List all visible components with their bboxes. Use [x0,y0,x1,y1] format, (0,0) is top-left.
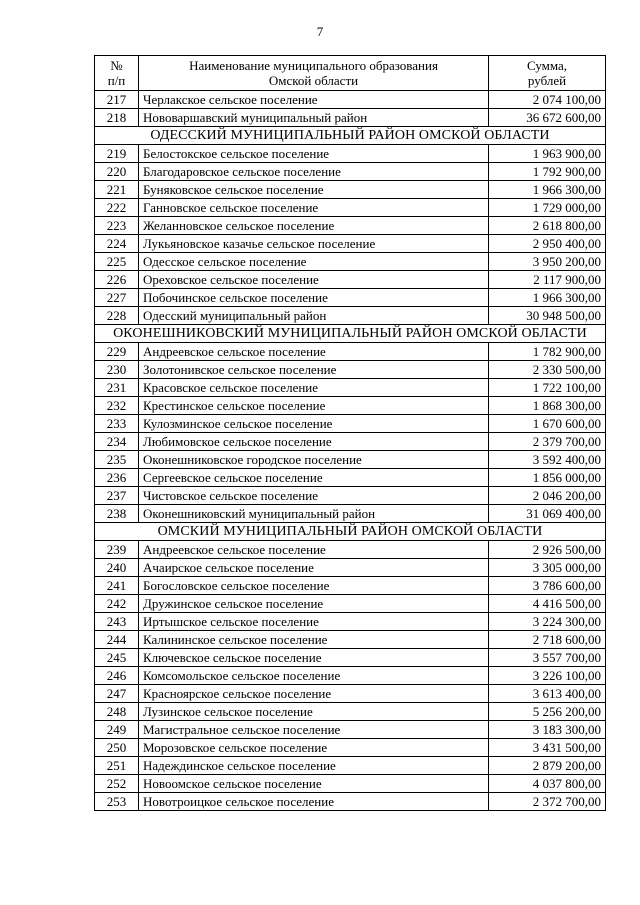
table-row [95,253,606,271]
table-row [95,757,606,775]
amount-rubles: 3 305 000,00 [489,559,606,577]
amount-rubles: 2 074 100,00 [489,91,606,109]
municipality-name: Калининское сельское поселение [139,631,489,649]
amount-rubles: 2 950 400,00 [489,235,606,253]
amount-rubles: 2 618 800,00 [489,217,606,235]
amount-rubles: 2 379 700,00 [489,433,606,451]
municipality-name: Лукьяновское казачье сельское поселение [139,235,489,253]
row-number: 252 [95,775,139,793]
row-number: 242 [95,595,139,613]
amount-rubles: 3 592 400,00 [489,451,606,469]
row-number: 236 [95,469,139,487]
allocation-table [94,55,606,811]
table-row [95,145,606,163]
table-row [95,703,606,721]
table-row [95,379,606,397]
amount-rubles: 2 926 500,00 [489,541,606,559]
amount-rubles: 2 879 200,00 [489,757,606,775]
table-row [95,685,606,703]
amount-rubles: 1 966 300,00 [489,289,606,307]
amount-rubles: 1 722 100,00 [489,379,606,397]
row-number: 223 [95,217,139,235]
municipality-name: Оконешниковский муниципальный район [139,505,489,523]
table-row [95,181,606,199]
municipality-name: Чистовское сельское поселение [139,487,489,505]
row-number: 232 [95,397,139,415]
municipality-name: Андреевское сельское поселение [139,541,489,559]
header-sum-line1: Сумма, [526,58,568,73]
table-row [95,739,606,757]
section-header-row [95,127,606,145]
row-number: 219 [95,145,139,163]
municipality-name: Комсомольское сельское поселение [139,667,489,685]
municipality-name: Одесское сельское поселение [139,253,489,271]
municipality-name: Новоомское сельское поселение [139,775,489,793]
municipality-name: Дружинское сельское поселение [139,595,489,613]
row-number: 222 [95,199,139,217]
municipality-name: Сергеевское сельское поселение [139,469,489,487]
table-row [95,109,606,127]
row-number: 243 [95,613,139,631]
table-row [95,487,606,505]
municipality-name: Любимовское сельское поселение [139,433,489,451]
amount-rubles: 1 792 900,00 [489,163,606,181]
row-number: 229 [95,343,139,361]
table-row [95,397,606,415]
row-number: 246 [95,667,139,685]
page-number: 7 [316,24,324,39]
amount-rubles: 30 948 500,00 [489,307,606,325]
amount-rubles: 2 372 700,00 [489,793,606,811]
municipality-name: Кулозминское сельское поселение [139,415,489,433]
table-row [95,775,606,793]
header-name [139,56,489,91]
municipality-name: Побочинское сельское поселение [139,289,489,307]
amount-rubles: 1 729 000,00 [489,199,606,217]
table-row [95,217,606,235]
row-number: 218 [95,109,139,127]
header-name-line1: Наименование муниципального образования [189,58,438,73]
amount-rubles: 3 226 100,00 [489,667,606,685]
amount-rubles: 31 069 400,00 [489,505,606,523]
table-row [95,91,606,109]
amount-rubles: 3 786 600,00 [489,577,606,595]
row-number: 238 [95,505,139,523]
row-number: 241 [95,577,139,595]
table-row [95,469,606,487]
row-number: 244 [95,631,139,649]
amount-rubles: 3 183 300,00 [489,721,606,739]
municipality-name: Одесский муниципальный район [139,307,489,325]
header-number-line1: № [110,58,123,73]
municipality-name: Андреевское сельское поселение [139,343,489,361]
amount-rubles: 1 868 300,00 [489,397,606,415]
amount-rubles: 5 256 200,00 [489,703,606,721]
amount-rubles: 2 718 600,00 [489,631,606,649]
municipality-name: Ачаирское сельское поселение [139,559,489,577]
municipality-name: Магистральное сельское поселение [139,721,489,739]
row-number: 250 [95,739,139,757]
amount-rubles: 4 037 800,00 [489,775,606,793]
amount-rubles: 1 782 900,00 [489,343,606,361]
header-name-line2: Омской области [268,73,359,88]
row-number: 235 [95,451,139,469]
municipality-name: Белостокское сельское поселение [139,145,489,163]
row-number: 251 [95,757,139,775]
municipality-name: Ганновское сельское поселение [139,199,489,217]
amount-rubles: 3 224 300,00 [489,613,606,631]
table-row [95,451,606,469]
row-number: 245 [95,649,139,667]
table-row [95,271,606,289]
table-row [95,307,606,325]
amount-rubles: 3 613 400,00 [489,685,606,703]
header-sum-line2: рублей [527,73,567,88]
table-row [95,793,606,811]
row-number: 225 [95,253,139,271]
table-row [95,415,606,433]
municipality-name: Золотонивское сельское поселение [139,361,489,379]
table-row [95,613,606,631]
municipality-name: Оконешниковское городское поселение [139,451,489,469]
row-number: 249 [95,721,139,739]
row-number: 234 [95,433,139,451]
municipality-name: Красовское сельское поселение [139,379,489,397]
row-number: 237 [95,487,139,505]
municipality-name: Надеждинское сельское поселение [139,757,489,775]
municipality-name: Благодаровское сельское поселение [139,163,489,181]
table-row [95,667,606,685]
amount-rubles: 2 330 500,00 [489,361,606,379]
amount-rubles: 36 672 600,00 [489,109,606,127]
header-sum [489,56,606,91]
amount-rubles: 2 117 900,00 [489,271,606,289]
municipality-name: Новотроицкое сельское поселение [139,793,489,811]
table-header [95,56,606,91]
row-number: 233 [95,415,139,433]
amount-rubles: 1 963 900,00 [489,145,606,163]
table-row [95,361,606,379]
table-row [95,577,606,595]
amount-rubles: 3 950 200,00 [489,253,606,271]
table-row [95,343,606,361]
table-row [95,631,606,649]
row-number: 224 [95,235,139,253]
municipality-name: Черлакское сельское поселение [139,91,489,109]
section-header-row [95,523,606,541]
header-row [95,56,606,91]
municipality-name: Лузинское сельское поселение [139,703,489,721]
table-row [95,433,606,451]
header-number [95,56,139,91]
row-number: 221 [95,181,139,199]
amount-rubles: 3 431 500,00 [489,739,606,757]
municipality-name: Богословское сельское поселение [139,577,489,595]
amount-rubles: 1 856 000,00 [489,469,606,487]
table-body [95,91,606,811]
table-row [95,559,606,577]
section-title: ОКОНЕШНИКОВСКИЙ МУНИЦИПАЛЬНЫЙ РАЙОН ОМСКОЙ ОБЛАСТИ [95,325,606,343]
amount-rubles: 2 046 200,00 [489,487,606,505]
section-header-row [95,325,606,343]
table-row [95,199,606,217]
row-number: 253 [95,793,139,811]
table-row [95,595,606,613]
table-row [95,649,606,667]
municipality-name: Ключевское сельское поселение [139,649,489,667]
amount-rubles: 4 416 500,00 [489,595,606,613]
row-number: 231 [95,379,139,397]
row-number: 226 [95,271,139,289]
table-row [95,541,606,559]
table-row [95,721,606,739]
table-row [95,289,606,307]
row-number: 240 [95,559,139,577]
row-number: 239 [95,541,139,559]
table-row [95,163,606,181]
row-number: 230 [95,361,139,379]
row-number: 248 [95,703,139,721]
amount-rubles: 1 966 300,00 [489,181,606,199]
row-number: 228 [95,307,139,325]
header-number-line2: п/п [107,73,126,88]
row-number: 247 [95,685,139,703]
municipality-name: Морозовское сельское поселение [139,739,489,757]
section-title: ОДЕССКИЙ МУНИЦИПАЛЬНЫЙ РАЙОН ОМСКОЙ ОБЛАСТИ [95,127,606,145]
amount-rubles: 1 670 600,00 [489,415,606,433]
row-number: 227 [95,289,139,307]
municipality-name: Нововаршавский муниципальный район [139,109,489,127]
municipality-name: Красноярское сельское поселение [139,685,489,703]
amount-rubles: 3 557 700,00 [489,649,606,667]
municipality-name: Буняковское сельское поселение [139,181,489,199]
section-title: ОМСКИЙ МУНИЦИПАЛЬНЫЙ РАЙОН ОМСКОЙ ОБЛАСТИ [95,523,606,541]
table-row [95,505,606,523]
table-row [95,235,606,253]
municipality-name: Иртышское сельское поселение [139,613,489,631]
municipality-name: Ореховское сельское поселение [139,271,489,289]
row-number: 217 [95,91,139,109]
municipality-name: Желанновское сельское поселение [139,217,489,235]
row-number: 220 [95,163,139,181]
municipality-name: Крестинское сельское поселение [139,397,489,415]
